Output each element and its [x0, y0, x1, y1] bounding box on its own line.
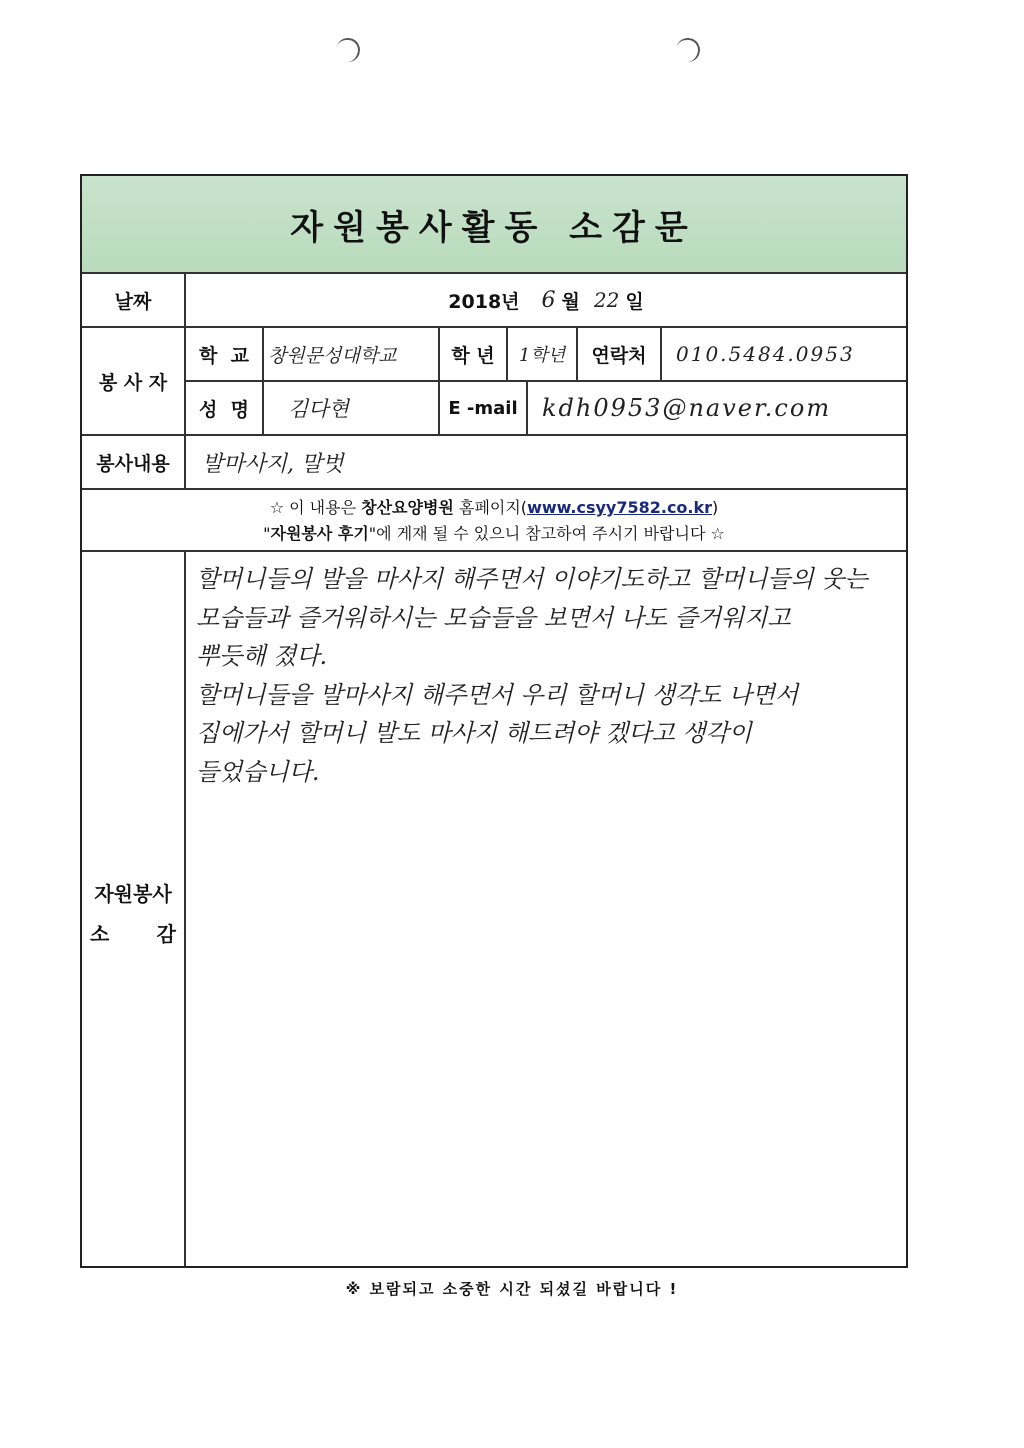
notice-url-link[interactable]: www.csyy7582.co.kr	[527, 498, 713, 517]
notice-hospital: 창산요양병원	[361, 498, 454, 517]
school-value: 창원문성대학교	[262, 328, 438, 380]
date-day-unit: 일	[625, 290, 644, 313]
notice-quote-open: "	[263, 524, 271, 543]
volunteer-form	[80, 174, 908, 1268]
school-label: 학 교	[199, 344, 249, 367]
name-value: 김다현	[262, 382, 438, 434]
notice-prefix: ☆ 이 내용은	[269, 498, 357, 517]
volunteer-label: 봉 사 자	[82, 328, 186, 434]
volunteer-row-name	[186, 382, 906, 434]
notice	[82, 490, 906, 552]
impression-line: 들었습니다.	[196, 757, 320, 786]
footer-message: ※ 보람되고 소중한 시간 되셨길 바랍니다 !	[345, 1280, 679, 1298]
date-month: 6	[541, 287, 556, 313]
notice-homepage: 홈페이지(	[458, 498, 528, 517]
date-year: 2018년	[448, 290, 520, 313]
impression-line: 할머니들을 발마사지 해주면서 우리 할머니 생각도 나면서	[196, 680, 799, 709]
impression-label	[82, 552, 186, 1266]
form-header	[82, 176, 906, 274]
volunteer-row-school	[186, 328, 906, 382]
notice-review: 자원봉사 후기	[270, 524, 369, 543]
contact-value: 010.5484.0953	[660, 328, 906, 380]
date-day: 22	[593, 288, 620, 312]
date-value	[186, 274, 906, 326]
impression-line: 할머니들의 발을 마사지 해주면서 이야기도하고 할머니들의 웃는	[196, 565, 868, 593]
contact-label: 연락처	[576, 328, 660, 380]
punch-hole-mark-left	[334, 36, 362, 64]
service-row	[82, 436, 906, 490]
notice-rest: "에 게재 될 수 있으니 참고하여 주시기 바랍니다 ☆	[368, 524, 725, 543]
email-label: E -mail	[438, 382, 526, 434]
service-label: 봉사내용	[82, 436, 186, 488]
impression-label-line2	[90, 918, 176, 947]
impression-label-so: 소	[90, 922, 110, 946]
punch-hole-mark-right	[674, 36, 702, 64]
date-label: 날짜	[82, 274, 186, 326]
impression-line: 모습들과 즐거워하시는 모습들을 보면서 나도 즐거워지고	[196, 603, 791, 632]
impression-line: 집에가서 할머니 발도 마사지 해드려야 겠다고 생각이	[196, 719, 752, 747]
date-month-unit: 월	[561, 290, 580, 313]
notice-line-2	[82, 521, 906, 547]
grade-value: 1학년	[506, 328, 576, 380]
date-row	[82, 274, 906, 328]
impression-label-line1: 자원봉사	[94, 882, 172, 906]
notice-line-1	[82, 495, 906, 521]
email-value: kdh0953@naver.com	[526, 382, 906, 434]
page-title: 자원봉사활동 소감문	[290, 207, 698, 248]
impression-label-gam: 감	[156, 922, 176, 946]
impression-text	[196, 560, 876, 791]
volunteer-block	[82, 328, 906, 436]
grade-label: 학 년	[438, 328, 506, 380]
service-value: 발마사지, 말벗	[202, 451, 344, 477]
notice-close-paren: )	[712, 498, 719, 517]
impression-line: 뿌듯해 졌다.	[196, 642, 328, 670]
name-label: 성 명	[199, 398, 249, 421]
